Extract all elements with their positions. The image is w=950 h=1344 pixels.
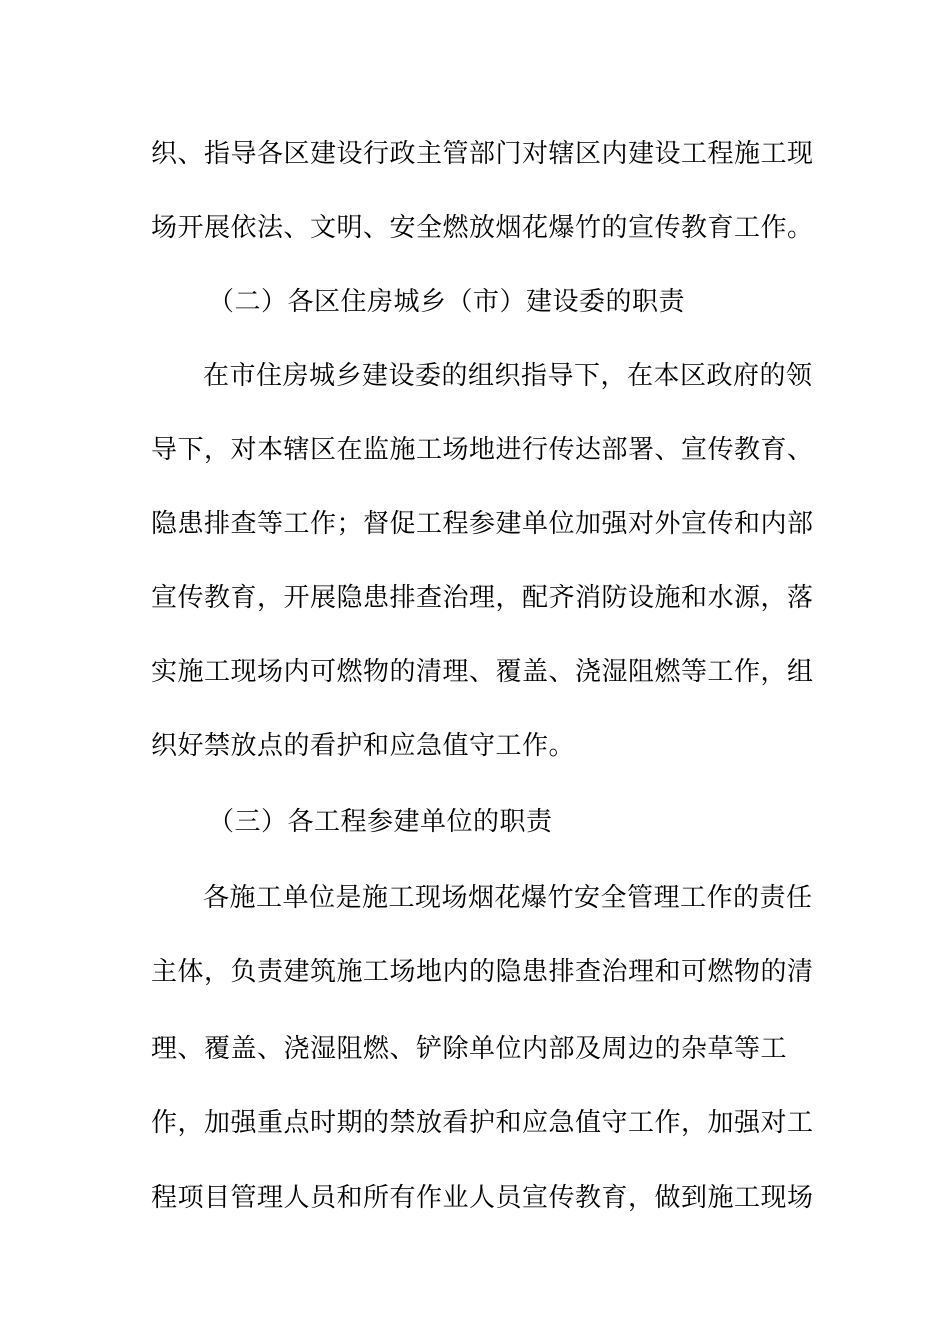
text-line: 织、指导各区建设行政主管部门对辖区内建设工程施工现 (151, 139, 814, 169)
paragraph-first-line: 各施工单位是施工现场烟花爆竹安全管理工作的责任 (203, 883, 813, 913)
text-line: 导下，对本辖区在监施工场地进行传达部署、宣传教育、 (151, 435, 814, 465)
text-line: 隐患排查等工作；督促工程参建单位加强对外宣传和内部 (151, 509, 814, 539)
section-heading: （三）各工程参建单位的职责 (208, 807, 553, 837)
text-line: 作，加强重点时期的禁放看护和应急值守工作，加强对工 (151, 1108, 814, 1138)
text-line: 理、覆盖、浇湿阻燃、铲除单位内部及周边的杂草等工 (151, 1034, 788, 1064)
paragraph-first-line: 在市住房城乡建设委的组织指导下，在本区政府的领 (203, 361, 813, 391)
text-line: 宣传教育，开展隐患排查治理，配齐消防设施和水源，落 (151, 583, 814, 613)
text-line: 场开展依法、文明、安全燃放烟花爆竹的宣传教育工作。 (151, 213, 814, 243)
text-line: 主体，负责建筑施工场地内的隐患排查治理和可燃物的清 (151, 957, 814, 987)
section-heading: （二）各区住房城乡（市）建设委的职责 (208, 287, 686, 317)
text-line: 织好禁放点的看护和应急值守工作。 (151, 731, 576, 761)
text-line: 程项目管理人员和所有作业人员宣传教育，做到施工现场 (151, 1183, 814, 1213)
text-line: 实施工现场内可燃物的清理、覆盖、浇湿阻燃等工作，组 (151, 657, 814, 687)
